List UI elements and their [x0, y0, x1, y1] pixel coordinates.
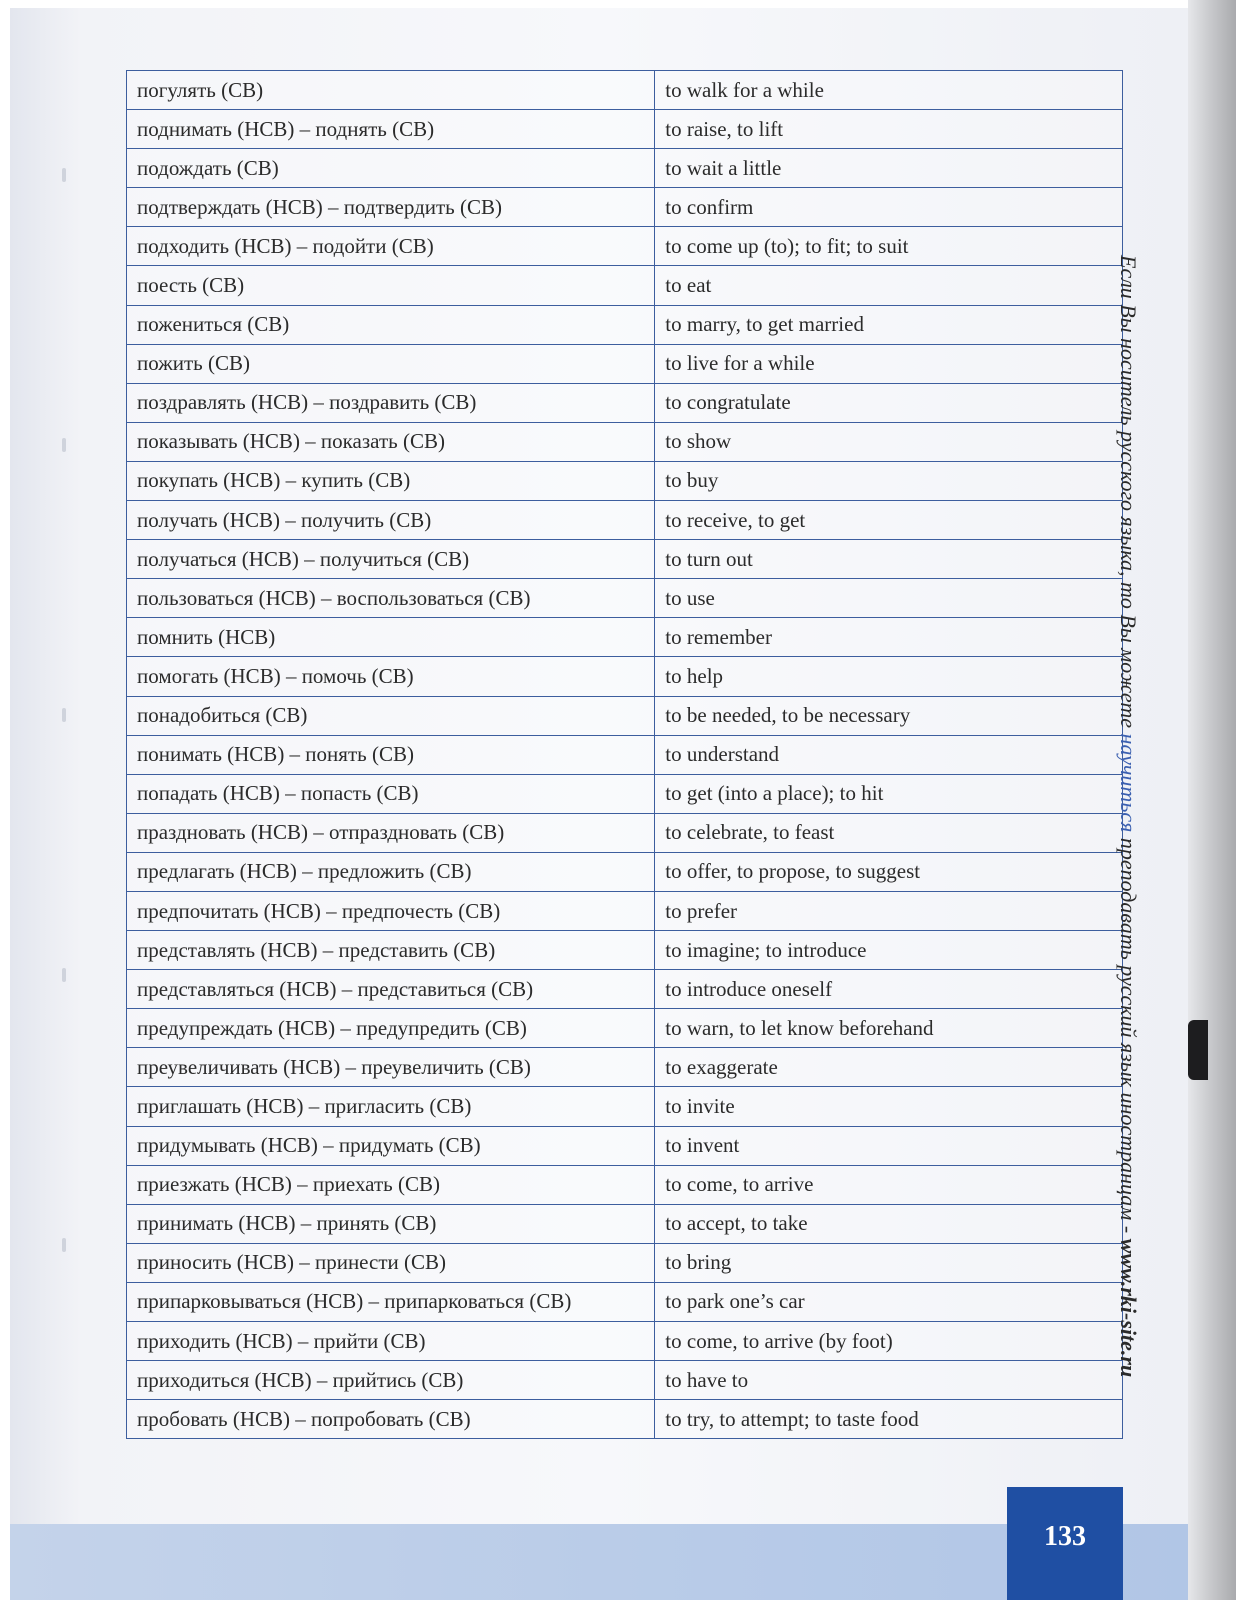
table-row: [127, 1009, 1123, 1048]
russian-verb-cell: получать (НСВ) – получить (СВ): [127, 501, 655, 540]
russian-verb-cell: приезжать (НСВ) – приехать (СВ): [127, 1165, 655, 1204]
table-row: [127, 501, 1123, 540]
table-row: [127, 1204, 1123, 1243]
english-translation-cell: to use: [655, 579, 1123, 618]
book-binding-shadow: [1188, 0, 1236, 1600]
page-stitch-mark: [62, 968, 66, 982]
russian-verb-cell: поесть (СВ): [127, 266, 655, 305]
table-row: [127, 422, 1123, 461]
english-translation-cell: to park one’s car: [655, 1282, 1123, 1321]
table-row: [127, 188, 1123, 227]
english-translation-cell: to help: [655, 657, 1123, 696]
table-row: [127, 1126, 1123, 1165]
page-stitch-mark: [62, 438, 66, 452]
table-row: [127, 931, 1123, 970]
russian-verb-cell: показывать (НСВ) – показать (СВ): [127, 422, 655, 461]
english-translation-cell: to come, to arrive: [655, 1165, 1123, 1204]
page-stitch-mark: [62, 168, 66, 182]
english-translation-cell: to celebrate, to feast: [655, 813, 1123, 852]
table-row: [127, 696, 1123, 735]
table-row: [127, 735, 1123, 774]
table-row: [127, 110, 1123, 149]
russian-verb-cell: пользоваться (НСВ) – воспользоваться (СВ): [127, 579, 655, 618]
russian-verb-cell: помогать (НСВ) – помочь (СВ): [127, 657, 655, 696]
english-translation-cell: to wait a little: [655, 149, 1123, 188]
english-translation-cell: to exaggerate: [655, 1048, 1123, 1087]
table-row: [127, 1087, 1123, 1126]
page-number-box: [1007, 1487, 1123, 1600]
english-translation-cell: to accept, to take: [655, 1204, 1123, 1243]
english-translation-cell: to marry, to get married: [655, 305, 1123, 344]
russian-verb-cell: приглашать (НСВ) – пригласить (СВ): [127, 1087, 655, 1126]
english-translation-cell: to live for a while: [655, 344, 1123, 383]
table-row: [127, 344, 1123, 383]
english-translation-cell: to eat: [655, 266, 1123, 305]
russian-verb-cell: представляться (НСВ) – представиться (СВ): [127, 970, 655, 1009]
table-row: [127, 461, 1123, 500]
english-translation-cell: to buy: [655, 461, 1123, 500]
table-row: [127, 891, 1123, 930]
russian-verb-cell: поднимать (НСВ) – поднять (СВ): [127, 110, 655, 149]
table-row: [127, 970, 1123, 1009]
english-translation-cell: to turn out: [655, 540, 1123, 579]
english-translation-cell: to warn, to let know beforehand: [655, 1009, 1123, 1048]
russian-verb-cell: приносить (НСВ) – принести (СВ): [127, 1243, 655, 1282]
table-row: [127, 1282, 1123, 1321]
russian-verb-cell: преувеличивать (НСВ) – преувеличить (СВ): [127, 1048, 655, 1087]
table-row: [127, 579, 1123, 618]
russian-verb-cell: подтверждать (НСВ) – подтвердить (СВ): [127, 188, 655, 227]
english-translation-cell: to show: [655, 422, 1123, 461]
page-stitch-mark: [62, 1238, 66, 1252]
russian-verb-cell: предлагать (НСВ) – предложить (СВ): [127, 852, 655, 891]
russian-verb-cell: понимать (НСВ) – понять (СВ): [127, 735, 655, 774]
english-translation-cell: to congratulate: [655, 383, 1123, 422]
russian-verb-cell: предпочитать (НСВ) – предпочесть (СВ): [127, 891, 655, 930]
english-translation-cell: to imagine; to introduce: [655, 931, 1123, 970]
russian-verb-cell: предупреждать (НСВ) – предупредить (СВ): [127, 1009, 655, 1048]
english-translation-cell: to introduce oneself: [655, 970, 1123, 1009]
russian-verb-cell: покупать (НСВ) – купить (СВ): [127, 461, 655, 500]
english-translation-cell: to have to: [655, 1361, 1123, 1400]
english-translation-cell: to remember: [655, 618, 1123, 657]
english-translation-cell: to invite: [655, 1087, 1123, 1126]
table-row: [127, 774, 1123, 813]
english-translation-cell: to offer, to propose, to suggest: [655, 852, 1123, 891]
english-translation-cell: to get (into a place); to hit: [655, 774, 1123, 813]
table-row: [127, 227, 1123, 266]
russian-verb-cell: помнить (НСВ): [127, 618, 655, 657]
side-note-text: преподавать русский язык иностранцам -: [1116, 832, 1141, 1239]
side-note-text: Если Вы носитель русского языка, то Вы можете: [1116, 255, 1141, 734]
side-note-link[interactable]: научиться: [1116, 733, 1141, 833]
table-row: [127, 1243, 1123, 1282]
english-translation-cell: to try, to attempt; to taste food: [655, 1400, 1123, 1439]
russian-verb-cell: праздновать (НСВ) – отпраздновать (СВ): [127, 813, 655, 852]
table-row: [127, 813, 1123, 852]
table-row: [127, 1165, 1123, 1204]
vocabulary-table: [126, 70, 1123, 1439]
table-row: [127, 71, 1123, 110]
russian-verb-cell: придумывать (НСВ) – придумать (СВ): [127, 1126, 655, 1165]
russian-verb-cell: погулять (СВ): [127, 71, 655, 110]
russian-verb-cell: принимать (НСВ) – принять (СВ): [127, 1204, 655, 1243]
table-row: [127, 1322, 1123, 1361]
russian-verb-cell: приходиться (НСВ) – прийтись (СВ): [127, 1361, 655, 1400]
english-translation-cell: to confirm: [655, 188, 1123, 227]
page-stitch-mark: [62, 708, 66, 722]
english-translation-cell: to be needed, to be necessary: [655, 696, 1123, 735]
table-row: [127, 852, 1123, 891]
russian-verb-cell: припарковываться (НСВ) – припарковаться (СВ): [127, 1282, 655, 1321]
russian-verb-cell: представлять (НСВ) – представить (СВ): [127, 931, 655, 970]
english-translation-cell: to receive, to get: [655, 501, 1123, 540]
table-row: [127, 305, 1123, 344]
table-row: [127, 149, 1123, 188]
vocabulary-table-body: [127, 71, 1123, 1439]
english-translation-cell: to walk for a while: [655, 71, 1123, 110]
table-row: [127, 540, 1123, 579]
russian-verb-cell: поздравлять (НСВ) – поздравить (СВ): [127, 383, 655, 422]
russian-verb-cell: получаться (НСВ) – получиться (СВ): [127, 540, 655, 579]
english-translation-cell: to invent: [655, 1126, 1123, 1165]
table-row: [127, 266, 1123, 305]
russian-verb-cell: понадобиться (СВ): [127, 696, 655, 735]
english-translation-cell: to bring: [655, 1243, 1123, 1282]
binding-clip: [1188, 1020, 1208, 1080]
side-note: [1111, 255, 1141, 1495]
russian-verb-cell: подождать (СВ): [127, 149, 655, 188]
table-row: [127, 1361, 1123, 1400]
russian-verb-cell: подходить (НСВ) – подойти (СВ): [127, 227, 655, 266]
table-row: [127, 657, 1123, 696]
page-number: 133: [1044, 1521, 1086, 1552]
russian-verb-cell: пожениться (СВ): [127, 305, 655, 344]
english-translation-cell: to understand: [655, 735, 1123, 774]
table-row: [127, 383, 1123, 422]
english-translation-cell: to raise, to lift: [655, 110, 1123, 149]
english-translation-cell: to prefer: [655, 891, 1123, 930]
table-row: [127, 1400, 1123, 1439]
russian-verb-cell: попадать (НСВ) – попасть (СВ): [127, 774, 655, 813]
english-translation-cell: to come, to arrive (by foot): [655, 1322, 1123, 1361]
russian-verb-cell: пробовать (НСВ) – попробовать (СВ): [127, 1400, 655, 1439]
english-translation-cell: to come up (to); to fit; to suit: [655, 227, 1123, 266]
russian-verb-cell: пожить (СВ): [127, 344, 655, 383]
table-row: [127, 1048, 1123, 1087]
russian-verb-cell: приходить (НСВ) – прийти (СВ): [127, 1322, 655, 1361]
site-url[interactable]: www.rki-site.ru: [1116, 1238, 1141, 1378]
table-row: [127, 618, 1123, 657]
